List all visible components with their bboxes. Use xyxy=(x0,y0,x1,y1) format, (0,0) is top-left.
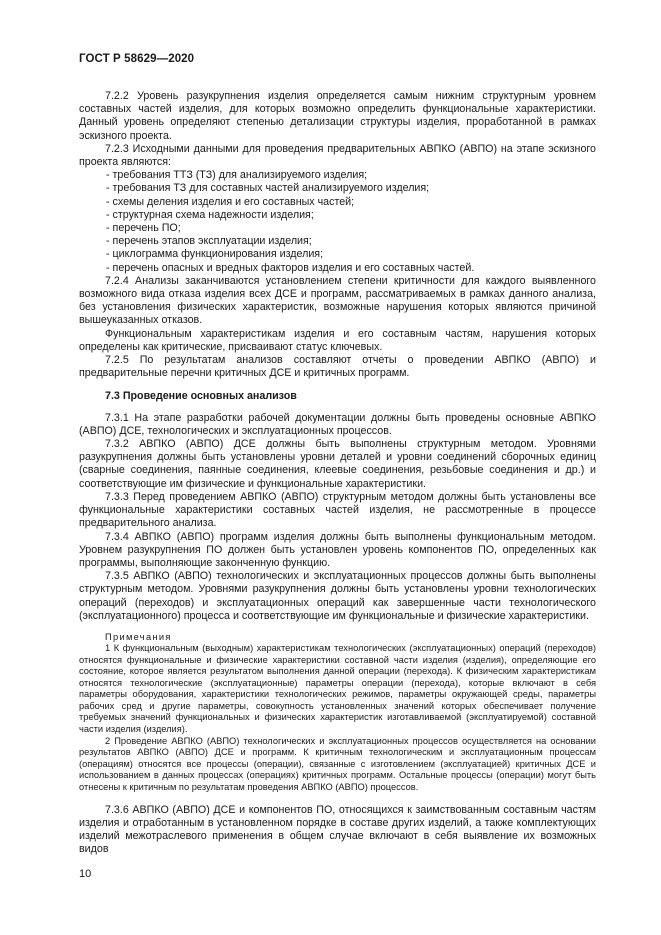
note-1: 1 К функциональным (выходным) характеристикам технологических (эксплуатационных) операций (переходов) относятся функциональные и физические характеристики составной части изделия (изделия), определяющие его состояние, которое является результатом выполнения данной операции (перехода). К физическим характеристикам относятся технологические (эксплуатационные) параметры операции (перехода), которые включают в себя параметры оборудования, характеристики технологических режимов, параметры окружающей среды, параметры рабочих сред и другие параметры, совокупность установленных значений которых обеспечивает получение требуемых значений функциональных и физических характеристик изготавливаемой (эксплуатируемой) составной части изделия (изделия). xyxy=(79,642,596,735)
list-item: - перечень этапов эксплуатации изделия; xyxy=(106,235,312,248)
list-item: - требования ТЗ для составных частей анализируемого изделия; xyxy=(106,182,430,195)
paragraph-7-2-5: 7.2.5 По результатам анализов составляют отчеты о проведении АВПКО (АВПО) и предварительные перечни критичных ДСЕ и критичных программ. xyxy=(79,354,596,380)
section-heading: 7.3 Проведение основных анализов xyxy=(105,390,297,403)
list-item: - схемы деления изделия и его составных частей; xyxy=(106,195,355,208)
paragraph-7-2-4: 7.2.4 Анализы заканчиваются установлением степени критичности для каждого выявленного возможного вида отказа изделия всех ДСЕ и программ, рассматриваемых в рамках данного анализа, без установления физических характеристик, возможные нарушения которых являются причиной вышеуказанных отказов. xyxy=(79,274,596,327)
page-number: 10 xyxy=(79,868,92,880)
document-body xyxy=(79,90,596,856)
list-item: - перечень ПО; xyxy=(106,222,181,235)
input-data-list xyxy=(79,169,596,275)
paragraph-key-characteristics: Функциональным характеристикам изделия и его составным частям, нарушения которых определены как критические, присваивают статус ключевых. xyxy=(79,327,596,353)
note-2: 2 Проведение АВПКО (АВПО) технологических и эксплуатационных процессов осуществляется на основании результатов АВПКО (АВПО) ДСЕ и программ. К критичным технологическим и эксплуатационным процессам (операциям) относятся все процессы (операции), связанные с изготовлением (эксплуатацией) критичных ДСЕ и использованием в данных процессах (операциях) критичных программ. Остальные процессы (операции) могут быть отнесены к критичным по результатам проведения АВПКО (АВПО) процессов. xyxy=(79,735,596,793)
spacer xyxy=(79,794,596,804)
document-header: ГОСТ Р 58629—2020 xyxy=(79,53,195,65)
list-item: - перечень опасных и вредных факторов изделия и его составных частей. xyxy=(106,261,475,274)
list-item: - циклограмма функционирования изделия; xyxy=(106,248,324,261)
list-item: - структурная схема надежности изделия; xyxy=(106,208,314,221)
paragraph-7-3-4: 7.3.4 АВПКО (АВПО) программ изделия должны быть выполнены функциональным методом. Уровнем разукрупнения ПО должен быть установлен уровень компонентов ПО, определенных как программы, выполняющие законченную функцию. xyxy=(79,530,596,569)
paragraph-7-2-3: 7.2.3 Исходными данными для проведения предварительных АВПКО (АВПО) на этапе эскизного проекта являются: xyxy=(79,142,596,169)
paragraph-7-3-1: 7.3.1 На этапе разработки рабочей документации должны быть проведены основные АВПКО (АВПО) ДСЕ, технологических и эксплуатационных процессов. xyxy=(79,411,596,437)
paragraph-7-3-5: 7.3.5 АВПКО (АВПО) технологических и эксплуатационных процессов должны быть выполнены структурным методом. Уровнями разукрупнения должны быть установлены уровни технологических операций (переходов) и эксплуатационных операций как завершенные части технологического (эксплуатационного) процесса и соответствующие им функциональные и физические характеристики. xyxy=(79,570,596,622)
paragraph-7-3-6: 7.3.6 АВПКО (АВПО) ДСЕ и компонентов ПО, относящихся к заимствованным составным частям изделия и отработанным в установленном порядке в составе других изделий, а также комплектующих изделий межотраслевого применения в общем случае включают в себя выявление их возможных видов xyxy=(79,803,596,856)
list-item: - требования ТТЗ (ТЗ) для анализируемого изделия; xyxy=(106,169,368,182)
paragraph-7-2-2: 7.2.2 Уровень разукрупнения изделия определяется самым нижним структурным уровнем составных частей изделия, для которых возможно определить функциональные характеристики. Данный уровень определяют степенью детализации структуры изделия, проработанной в рамках эскизного проекта. xyxy=(79,90,596,142)
paragraph-7-3-2: 7.3.2 АВПКО (АВПО) ДСЕ должны быть выполнены структурным методом. Уровнями разукрупнения должны быть установлены уровни деталей и уровни соединений сборочных единиц (сварные соединения, паянные соединения, клеевые соединения, резьбовые соединения и др.) и соответствующие им физические и функциональные характеристики. xyxy=(79,438,596,490)
notes-label: Примечания xyxy=(105,631,172,642)
paragraph-7-3-3: 7.3.3 Перед проведением АВПКО (АВПО) структурным методом должны быть установлены все функциональные характеристики составных частей изделия, не рассмотренные в процессе предварительного анализа. xyxy=(79,490,596,530)
